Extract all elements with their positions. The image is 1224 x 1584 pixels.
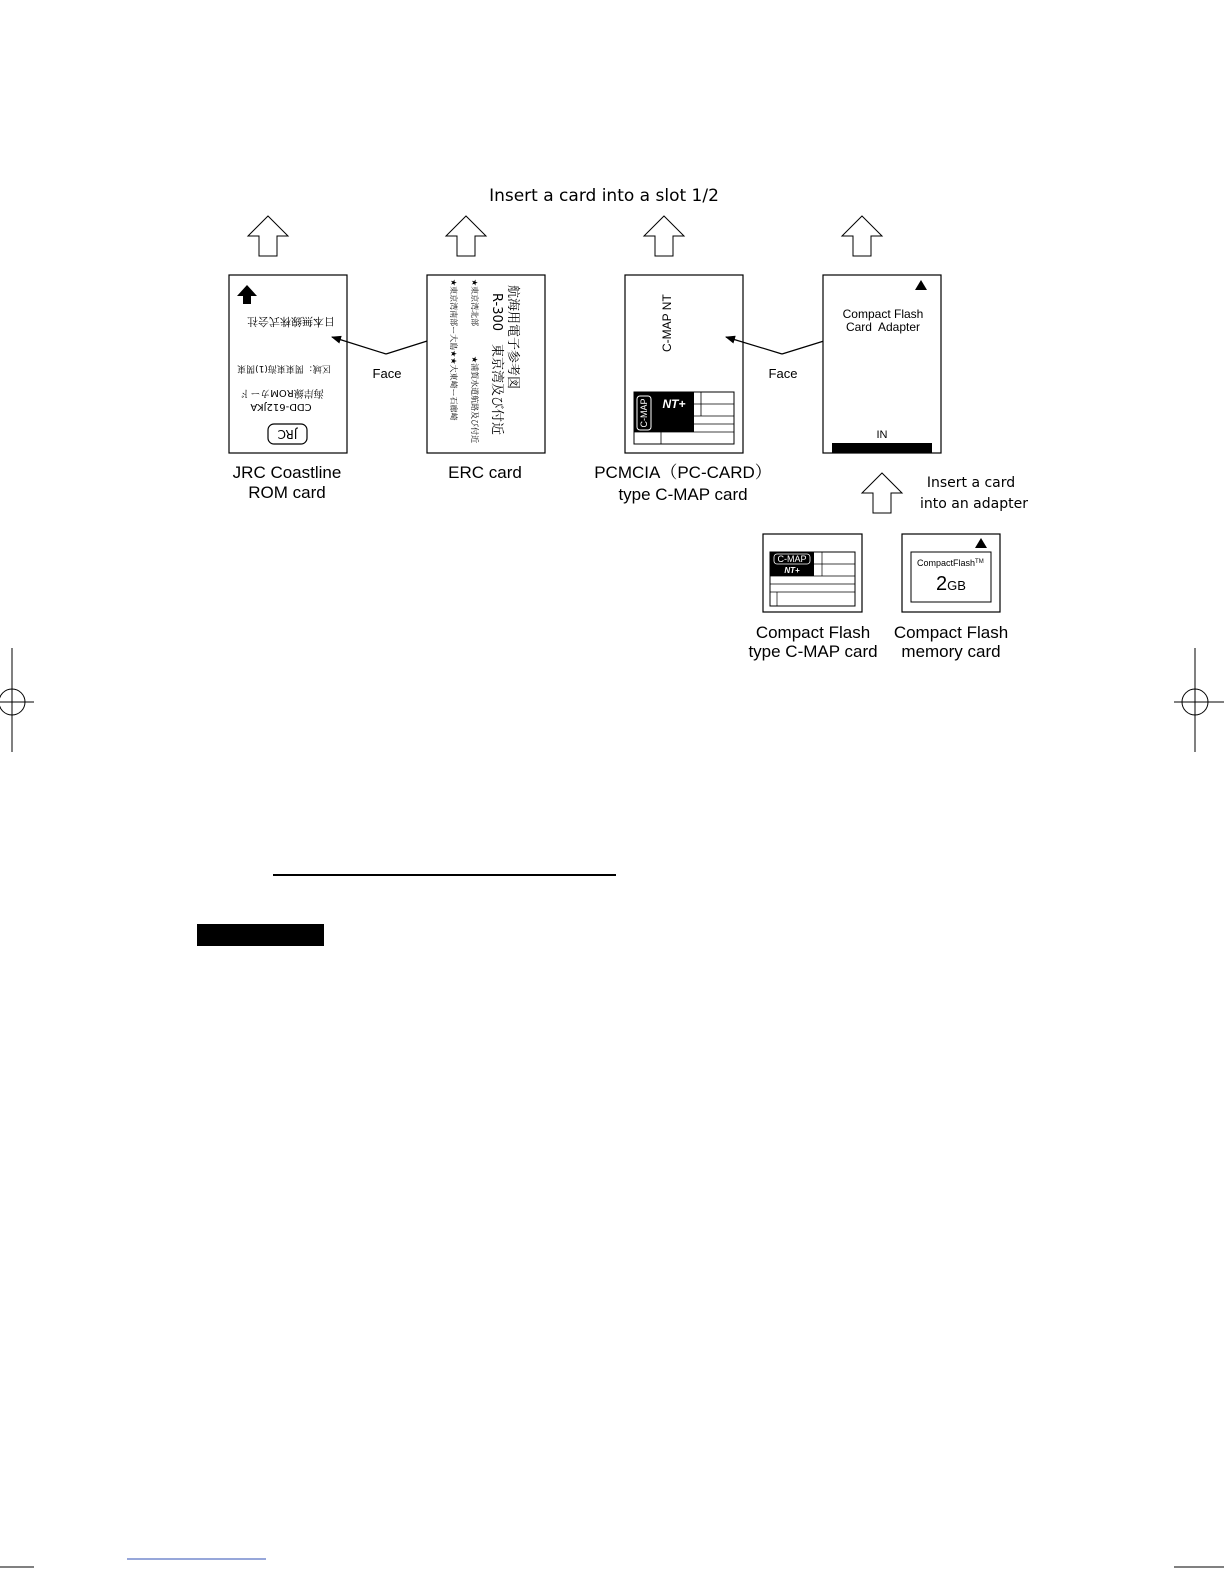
erc-note-bottom: ★東京湾南部ー大島★★大東崎ー石廊崎 — [449, 279, 458, 421]
cf-adapter-card — [823, 275, 941, 453]
cf-memory-capacity-number: 2 — [936, 573, 948, 595]
erc-note-top-a: ★東京湾北部 — [470, 279, 479, 327]
adapter-insert-label-line2: into an adapter — [920, 496, 1028, 512]
insert-arrow-icon — [446, 216, 486, 256]
erc-title-text: 航海用電子参考図 — [505, 285, 520, 390]
jrc-rom-card — [229, 275, 347, 453]
insert-arrow-icon — [644, 216, 684, 256]
cf-memory-caption-line1: Compact Flash — [893, 623, 1009, 642]
pcmcia-caption-line1: PCMCIA（PC-CARD） — [594, 463, 772, 482]
pcmcia-cmap-card — [625, 275, 743, 453]
pcmcia-caption-line2: type C-MAP card — [618, 485, 748, 504]
jrc-maker-text: 日本無線株式会社 — [247, 315, 335, 328]
adapter-insert-arrow-icon — [862, 473, 902, 513]
adapter-in-text: IN — [876, 429, 888, 441]
cf-memory-caption-line2: memory card — [901, 642, 1001, 661]
erc-card — [427, 275, 545, 453]
erc-note-top-b: ★浦賀水道航路及び付近 — [470, 356, 479, 444]
face-label-right: Face — [768, 366, 798, 381]
pcmcia-logo-text: C-MAP — [639, 398, 649, 428]
jrc-rom-caption-line2: ROM card — [248, 483, 326, 502]
cf-cmap-caption-line1: Compact Flash — [755, 623, 871, 642]
insert-arrow-icon — [248, 216, 288, 256]
adapter-slot-bar — [832, 443, 932, 453]
face-pointer-left — [332, 336, 443, 354]
cf-memory-capacity-unit: GB — [947, 578, 966, 593]
registration-mark-right — [1174, 648, 1224, 752]
jrc-rom-caption-line1: JRC Coastline — [232, 463, 342, 482]
cf-cmap-badge-text: NT+ — [784, 566, 800, 575]
cf-memory-brand-text: CompactFlash — [917, 558, 976, 568]
cf-cmap-caption-line2: type C-MAP card — [748, 642, 878, 661]
jrc-model-text: CDD-612JKA — [250, 401, 312, 412]
cf-memory-brand — [917, 558, 984, 568]
jrc-logo-text: JRC — [277, 427, 298, 441]
section-heading-block — [197, 924, 324, 946]
cf-memory-tm-text: TM — [975, 559, 984, 565]
jrc-product-text: 海岸線ROMカード — [240, 387, 324, 398]
cf-memory-card — [902, 534, 1000, 612]
face-label-left: Face — [372, 366, 402, 381]
insert-arrow-icon — [842, 216, 882, 256]
adapter-insert-label-line1: Insert a card — [926, 475, 1016, 491]
registration-mark-left — [0, 648, 34, 752]
erc-caption: ERC card — [448, 463, 522, 482]
pcmcia-brand-text: C-MAP NT — [660, 294, 674, 352]
diagram-title: Insert a card into a slot 1/2 — [489, 186, 719, 206]
erc-model-text: R-300 東京湾及び付近 — [489, 293, 504, 436]
adapter-label-line1: Compact Flash — [842, 307, 924, 321]
cf-cmap-card — [763, 534, 862, 612]
jrc-region-text: 区域：関東東海(1)関東 — [237, 363, 331, 373]
pcmcia-badge-text: NT+ — [662, 397, 686, 411]
cf-cmap-logo-text: C-MAP — [777, 554, 807, 564]
adapter-label-line2: Card Adapter — [845, 320, 921, 334]
